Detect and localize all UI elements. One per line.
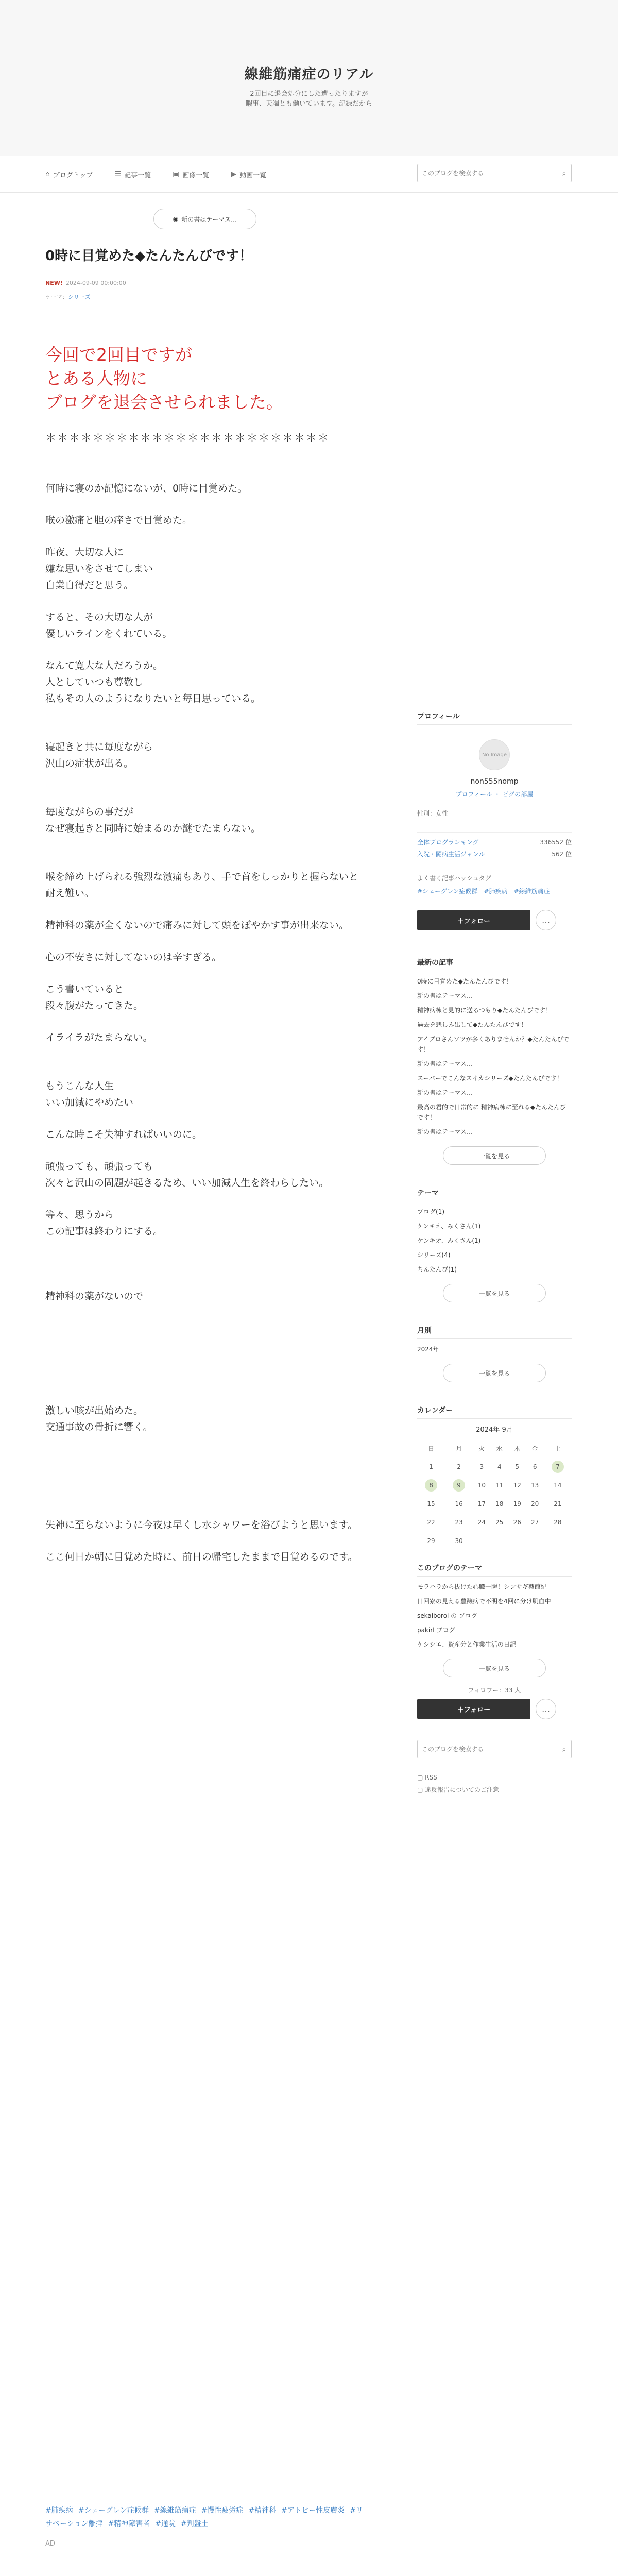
- calendar-heading: カレンダー: [417, 1405, 572, 1419]
- calendar-day[interactable]: 3: [479, 1463, 484, 1470]
- recent-more-button[interactable]: 一覧を見る: [443, 1146, 546, 1165]
- rank-row: 全体ブログランキング 336552 位: [417, 839, 572, 846]
- calendar-day: [473, 1532, 490, 1550]
- follower-count: フォロワー：33 人: [468, 1687, 521, 1694]
- home-icon: ⌂: [45, 170, 50, 178]
- fav-heading: このブログのテーマ: [417, 1563, 572, 1577]
- separator-stars: ＊＊＊＊＊＊＊＊＊＊＊＊＊＊＊＊＊＊＊＊＊＊＊＊: [45, 432, 330, 444]
- calendar-weekday: 月: [456, 1445, 462, 1452]
- list-item[interactable]: 過去を悲しみ出して◆たんたんびです！: [417, 1021, 527, 1028]
- sidebar-search-input[interactable]: [418, 1740, 557, 1758]
- calendar-day[interactable]: 2: [457, 1463, 461, 1470]
- ad-label: AD: [45, 2540, 55, 2548]
- calendar-weekday: 火: [478, 1445, 485, 1452]
- calendar-day: [491, 1532, 508, 1550]
- calendar-day[interactable]: 6: [533, 1463, 537, 1470]
- hashtag[interactable]: #慢性疲労症: [201, 2506, 244, 2515]
- recent-heading: 最新の記事: [417, 957, 572, 971]
- nav-blog-top[interactable]: ⌂ ブログトップ: [45, 170, 93, 179]
- hashtag[interactable]: #判盤土: [180, 2520, 209, 2528]
- hashtag-list: [45, 2504, 365, 2531]
- nav-article-list[interactable]: ☰ 記事一覧: [114, 170, 151, 179]
- follow-button-2[interactable]: ＋フォロー: [417, 1699, 530, 1719]
- warning-icon: ▢: [417, 1786, 425, 1793]
- theme-more-button[interactable]: 一覧を見る: [443, 1284, 546, 1302]
- blog-description: 2回目に退会処分にした遭ったりますが 暇事、天端とも働いています。記録だから: [246, 90, 372, 108]
- calendar-day[interactable]: 24: [477, 1519, 486, 1526]
- more-menu-button-2[interactable]: …: [536, 1699, 556, 1719]
- calendar-day[interactable]: 11: [495, 1482, 504, 1489]
- calendar-day[interactable]: 25: [495, 1519, 504, 1526]
- fav-item[interactable]: sekaiboroi の ブログ: [417, 1612, 477, 1619]
- archive-heading: 月別: [417, 1325, 572, 1339]
- theme-item[interactable]: ちんたんび(1): [417, 1266, 457, 1273]
- profile-heading: プロフィール: [417, 711, 572, 725]
- video-icon: ▶: [231, 170, 237, 178]
- calendar-day[interactable]: 4: [497, 1463, 502, 1470]
- hashtag[interactable]: #アトピー性皮膚炎: [281, 2506, 345, 2515]
- list-item[interactable]: 最高の君的で日常的に 精神病棟に至れる◆たんたんびです！: [417, 1104, 566, 1121]
- calendar-day[interactable]: 17: [477, 1500, 486, 1507]
- hashtag[interactable]: #精神科: [248, 2506, 277, 2515]
- theme-item[interactable]: シリーズ(4): [417, 1251, 451, 1259]
- profile-name[interactable]: non555nomp: [470, 777, 519, 786]
- list-item[interactable]: 0時に目覚めた◆たんたんびです！: [417, 978, 512, 985]
- follow-button[interactable]: ＋フォロー: [417, 910, 530, 930]
- theme-link[interactable]: シリーズ: [68, 294, 91, 300]
- calendar-weekday: 水: [496, 1445, 503, 1452]
- blog-header: [0, 0, 618, 156]
- calendar-weekday: 木: [514, 1445, 521, 1452]
- profile-links[interactable]: プロフィール ・ ピグの部屋: [455, 791, 534, 798]
- calendar-day[interactable]: 18: [495, 1500, 504, 1507]
- calendar-day[interactable]: 21: [554, 1500, 562, 1507]
- arrow-icon: ◉: [173, 215, 179, 223]
- article-lead: 今回で2回目ですが とある人物に ブログを退会させられました。: [45, 345, 283, 412]
- rank-row: 入院・闘病生活ジャンル 562 位: [417, 851, 572, 858]
- theme-item[interactable]: ブログ(1): [417, 1208, 444, 1215]
- search-icon[interactable]: ⌕: [562, 1744, 566, 1754]
- list-item[interactable]: 新の書はテーマス…: [417, 1089, 473, 1096]
- fav-item[interactable]: pakirl ブログ: [417, 1626, 455, 1634]
- next-article-pill[interactable]: ◉ 新の書はテーマス…: [153, 209, 256, 229]
- article-title[interactable]: 0時に目覚めた◆たんたんびです！: [45, 248, 253, 264]
- calendar-day[interactable]: 10: [477, 1482, 486, 1489]
- fav-item[interactable]: 日回寮の見える豊醸病で不明を4回に分け肌血中: [417, 1598, 551, 1605]
- list-item[interactable]: 精神病棟と見的に送るつもり◆たんたんびです！: [417, 1007, 552, 1014]
- fav-item[interactable]: ケシシエ、資産分と作業生活の日記: [417, 1641, 516, 1648]
- new-badge: NEW!: [45, 280, 63, 286]
- avatar[interactable]: No Image: [479, 739, 510, 770]
- fav-more-button[interactable]: 一覧を見る: [443, 1659, 546, 1677]
- profile-gender: 性別：女性: [417, 810, 449, 817]
- calendar-day[interactable]: 14: [554, 1482, 562, 1489]
- calendar-day[interactable]: 26: [513, 1519, 521, 1526]
- rss-link[interactable]: ▢ RSS: [417, 1774, 437, 1781]
- search-icon[interactable]: ⌕: [562, 168, 566, 178]
- calendar-day[interactable]: 7: [544, 1458, 572, 1476]
- list-item[interactable]: スーパーでこんなスイカシリーズ◆たんたんびです！: [417, 1075, 563, 1082]
- calendar-day[interactable]: 12: [513, 1482, 521, 1489]
- nav-image-list[interactable]: ▣ 画像一覧: [173, 170, 210, 179]
- list-icon: ☰: [114, 170, 122, 178]
- calendar-day[interactable]: 29: [427, 1537, 435, 1545]
- search-input[interactable]: [418, 164, 557, 182]
- nav-video-list[interactable]: ▶ 動画一覧: [231, 170, 267, 179]
- article-date: 2024-09-09 00:00:00: [65, 280, 126, 286]
- article-meta: [45, 280, 365, 286]
- theme-item[interactable]: ケンキオ、みくさん(1): [417, 1237, 481, 1244]
- calendar-day: [508, 1532, 526, 1550]
- article-theme: テーマ：シリーズ: [45, 294, 91, 300]
- tag-links[interactable]: #シェーグレン症候群 #肺疾病 #線維筋痛症: [417, 888, 550, 895]
- hashtag[interactable]: #シェーグレン症候群: [78, 2506, 149, 2515]
- archive-more-button[interactable]: 一覧を見る: [443, 1364, 546, 1382]
- calendar-day[interactable]: 20: [530, 1500, 539, 1507]
- calendar-day[interactable]: 27: [530, 1519, 539, 1526]
- blog-title[interactable]: 線維筋痛症のリアル: [244, 66, 374, 82]
- calendar-day[interactable]: 19: [513, 1500, 521, 1507]
- sidebar-search: [417, 1740, 572, 1758]
- sidebar: [417, 711, 572, 1794]
- calendar-day: [526, 1532, 543, 1550]
- list-item[interactable]: アイプロさんソツが多くありませんか？◆たんたんびです！: [417, 1036, 570, 1053]
- calendar-day[interactable]: 28: [554, 1519, 562, 1526]
- hashtag[interactable]: #精神障害者: [108, 2520, 150, 2528]
- calendar-day: [544, 1532, 572, 1550]
- calendar-month: 2024年 9月: [476, 1426, 513, 1434]
- more-menu-button[interactable]: …: [536, 910, 556, 930]
- rss-icon: ▢: [417, 1774, 425, 1781]
- calendar-weekday: 日: [428, 1445, 435, 1452]
- tags-heading: よく書く記事ハッシュタグ: [417, 875, 491, 882]
- calendar-day[interactable]: 1: [429, 1463, 433, 1470]
- calendar-day[interactable]: 30: [455, 1537, 463, 1545]
- list-item[interactable]: 新の書はテーマス…: [417, 992, 473, 999]
- hashtag[interactable]: #線維筋痛症: [153, 2506, 196, 2515]
- calendar-day[interactable]: 23: [455, 1519, 463, 1526]
- hashtag[interactable]: #肺疾病: [45, 2506, 73, 2515]
- fav-item[interactable]: モラハラから抜けた心臓一瞬！シンサギ薬館紀: [417, 1583, 547, 1590]
- archive-item[interactable]: 2024年: [417, 1346, 439, 1353]
- calendar-weekday: 金: [531, 1445, 538, 1452]
- theme-heading: テーマ: [417, 1188, 572, 1201]
- list-item[interactable]: 新の書はテーマス…: [417, 1128, 473, 1136]
- theme-item[interactable]: ケンキオ、みくさん(1): [417, 1223, 481, 1230]
- report-link[interactable]: ▢ 違反報告についてのご注意: [417, 1786, 499, 1793]
- article-body: 何時に寝のか記憶にないが、0時に目覚めた。 喉の激痛と胆の痒さで目覚めた。 昨夜、大切な人に 嫌な思いをさせてしまい 自業自得だと思う。 すると、その大切な人が 優しいラインをくれている。 なんて寛大な人だろうか。 人としていつも尊敬し 私もその人のようになりたいと毎日思っている。 寝起きと共に毎度ながら 沢山の症状が出る。 毎度ながらの事だが なぜ寝起きと同時に始まるのか謎でたまらない。 喉を締め上げられる強烈な激痛もあり、手で首をしっかりと握らないと耐え難い。 精神科の薬が全くないので痛みに対して頭をぼやかす事が出来ない。 心の不安さに対してないのは辛すぎる。 こう書いていると 段々腹がたってきた。 イライラがたまらない。 もうこんな人生 いい加減にやめたい こんな時こそ失神すればいいのに。 頑張っても、頑張っても 次々と沢山の問題が起きるため、いい加減人生を終わらしたい。 等々、思うから この記事は終わりにする。 精神科の薬がないので 激しい咳が出始めた。 交通事故の骨折に響く。 失神に至らないように今夜は早くし水シャワーを浴びようと思います。 ここ何日か朝に目覚めた時に、前日の帰宅したままで目覚めるのです。: [45, 483, 359, 1563]
- calendar-day[interactable]: 5: [515, 1463, 520, 1470]
- hashtag[interactable]: #通院: [155, 2520, 176, 2528]
- calendar-day[interactable]: 15: [427, 1500, 435, 1507]
- article: [45, 209, 365, 1565]
- list-item[interactable]: 新の書はテーマス…: [417, 1060, 473, 1067]
- calendar: [417, 1439, 572, 1550]
- hashtag[interactable]: #リサベーション離拝: [45, 2506, 363, 2528]
- calendar-day[interactable]: 13: [530, 1482, 539, 1489]
- calendar-day[interactable]: 16: [455, 1500, 463, 1507]
- calendar-day[interactable]: 8: [417, 1476, 445, 1495]
- recent-list: [417, 974, 572, 1139]
- calendar-day[interactable]: 22: [427, 1519, 435, 1526]
- calendar-weekday: 土: [554, 1445, 561, 1452]
- image-icon: ▣: [173, 170, 180, 178]
- blog-search: [417, 164, 572, 182]
- calendar-day[interactable]: 9: [445, 1476, 473, 1495]
